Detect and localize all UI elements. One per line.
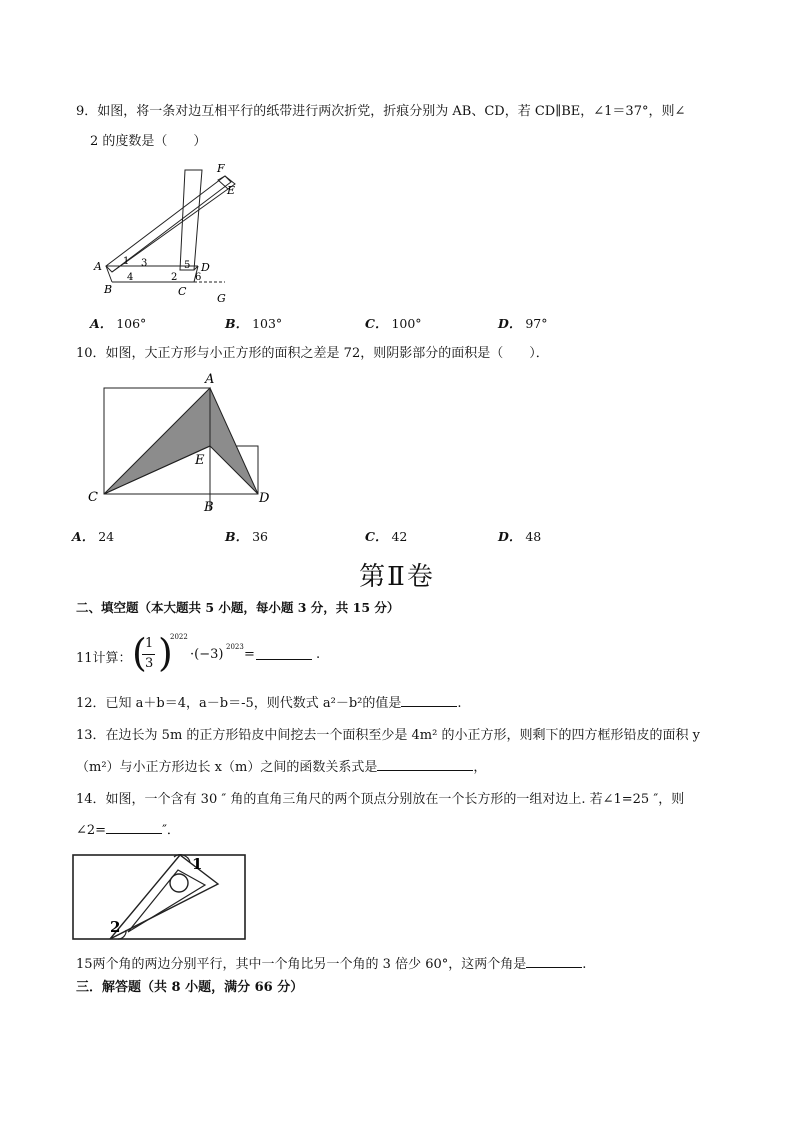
q15-end: . [582, 957, 587, 972]
q11-end: . [316, 647, 321, 662]
q12-answer-blank[interactable] [401, 694, 457, 707]
q9-label-D: D [201, 261, 210, 274]
q10-option-a[interactable]: A． 24 [72, 529, 115, 544]
q11-mid: ·(−3) [190, 647, 224, 662]
q10-option-c[interactable]: C． 42 [365, 529, 408, 544]
q14-end: ″． [162, 823, 180, 838]
q9-strip-vertical [180, 170, 202, 270]
q10-shaded-right [210, 388, 258, 494]
q14-rectangle [73, 855, 245, 939]
q11-answer-blank[interactable] [256, 647, 312, 660]
q9-option-a[interactable]: A． 106° [90, 316, 147, 331]
q15-answer-blank[interactable] [526, 955, 582, 968]
q13-end: ， [473, 760, 487, 775]
q9-text-line1: 9．如图，将一条对边互相平行的纸带进行两次折党，折痕分别为 AB、CD，若 CD∥BE，∠1＝37°，则∠ [76, 104, 686, 119]
q11-prefix: 11计算： [76, 651, 132, 666]
q11-equals: = [244, 647, 255, 662]
q10-label-D: D [259, 491, 270, 506]
q14-text-line1: 14．如图，一个含有 30 ″ 角的直角三角尺的两个顶点分别放在一个长方形的一组对边上. 若∠1=25 ″，则 [76, 792, 685, 807]
part3-heading: 三．解答题（共 8 小题，满分 66 分） [76, 980, 304, 995]
q10-label-A: A [205, 372, 215, 387]
q10-label-E: E [195, 453, 205, 468]
q11-paren-left: ( [132, 631, 147, 675]
q9-angle-2: 2 [171, 272, 178, 283]
q10-text: 10．如图，大正方形与小正方形的面积之差是 72，则阴影部分的面积是（ ）． [76, 346, 549, 361]
q14-angle-1: 1 [192, 855, 203, 873]
q12-row [76, 694, 462, 713]
q12-end: . [457, 696, 462, 711]
q13-text-line1: 13．在边长为 5m 的正方形铅皮中间挖去一个面积至少是 4m² 的小正方形，则剩下的四方框形铅皮的面积 y [76, 728, 700, 743]
q11-exponent2: 2023 [226, 643, 244, 651]
q13-row2 [76, 758, 486, 777]
q10-option-b[interactable]: B． 36 [225, 529, 268, 544]
q9-label-G: G [217, 292, 226, 305]
q11-denominator: 3 [145, 656, 154, 671]
q9-angle-1: 1 [123, 256, 130, 267]
q9-label-C: C [178, 285, 187, 298]
q14-angle-2: 2 [110, 918, 121, 936]
q14-answer-blank[interactable] [106, 821, 162, 834]
q9-option-b[interactable]: B． 103° [225, 316, 283, 331]
q9-label-A: A [94, 260, 102, 273]
section-title: 第Ⅱ卷 [359, 562, 435, 592]
q13-answer-blank[interactable] [377, 758, 473, 771]
q11-exponent1: 2022 [170, 633, 188, 641]
q10-label-B: B [204, 500, 214, 515]
q9-figure [90, 158, 250, 308]
q10-shaded-left [104, 388, 210, 494]
q9-label-B: B [104, 283, 113, 296]
q9-option-c[interactable]: C． 100° [365, 316, 422, 331]
q9-angle-6: 6 [195, 272, 202, 283]
q9-angle-4: 4 [127, 272, 134, 283]
q9-option-d[interactable]: D． 97° [498, 316, 548, 331]
q11-paren-right: ) [158, 631, 173, 675]
part2-heading: 二、填空题（本大题共 5 小题，每小题 3 分，共 15 分） [76, 600, 400, 615]
q10-option-d[interactable]: D． 48 [498, 529, 542, 544]
q11-numerator: 1 [145, 636, 154, 651]
q15-text: 15两个角的两边分别平行，其中一个角比另一个角的 3 倍少 60°，这两个角是 [76, 957, 527, 972]
q14-row2 [76, 821, 180, 840]
q9-angle-3: 3 [141, 258, 148, 269]
q9-label-F: F [217, 162, 225, 175]
q13-text-line2: （m²）与小正方形边长 x（m）之间的函数关系式是 [76, 760, 378, 775]
q14-prefix: ∠2= [76, 823, 107, 838]
q11-fraction-bar [142, 654, 155, 655]
q12-text: 12．已知 a＋b＝4，a－b＝-5，则代数式 a²－b²的值是 [76, 696, 402, 711]
q14-ruler-hole [170, 874, 188, 892]
q14-figure [70, 852, 250, 944]
q9-text-line2: 2 的度数是（ ） [90, 134, 207, 149]
q15-row [76, 955, 586, 974]
q9-label-E: E [227, 184, 236, 197]
q9-angle-5: 5 [184, 260, 191, 271]
q10-label-C: C [88, 490, 98, 505]
q10-figure [85, 370, 285, 516]
